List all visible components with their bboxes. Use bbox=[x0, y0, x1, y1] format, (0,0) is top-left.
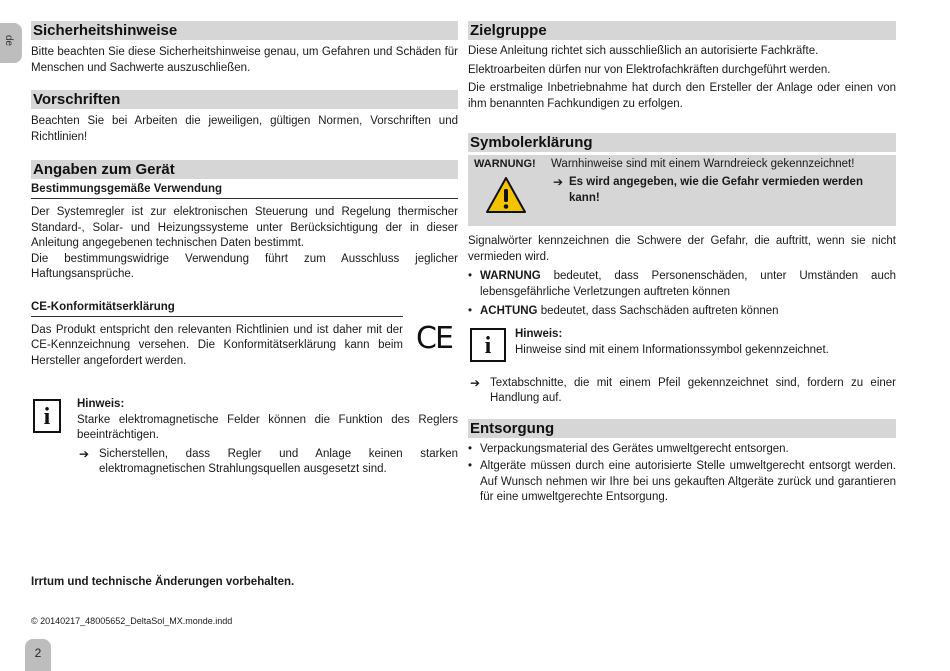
bullet-text: bedeutet, dass Sachschäden auftreten können bbox=[537, 305, 779, 317]
keyword: ACHTUNG bbox=[480, 305, 538, 317]
regulations-heading: Vorschriften bbox=[31, 90, 458, 109]
target-group-heading: Zielgruppe bbox=[468, 21, 896, 40]
intended-use-heading: Bestimmungsgemäße Verwendung bbox=[31, 182, 458, 199]
list-item: • ACHTUNG bedeutet, dass Sachschäden auftreten können bbox=[468, 305, 779, 317]
target-group-line: Die erstmalige Inbetriebnahme hat durch den Ersteller der Anlage oder einen von ihm benannten Fachkundigen zu erfolgen. bbox=[468, 82, 896, 110]
symbol-note-text: Hinweise sind mit einem Informationssymbol gekennzeichnet. bbox=[515, 343, 829, 356]
safety-text: Bitte beachten Sie diese Sicherheitshinweise genau, um Gefahren und Schäden für Menschen und Sachwerte auszuschließen. bbox=[31, 46, 458, 74]
warning-text: Warnhinweise sind mit einem Warndreieck gekennzeichnet! bbox=[551, 158, 855, 170]
ce-heading: CE-Konformitätserklärung bbox=[31, 300, 403, 317]
warning-action: Es wird angegeben, wie die Gefahr vermieden werden kann! bbox=[569, 176, 863, 204]
language-tab-label: de bbox=[3, 34, 15, 47]
disposal-item-text: Verpackungsmaterial des Gerätes umweltgerecht entsorgen. bbox=[480, 442, 789, 455]
signal-word-list bbox=[468, 269, 896, 320]
arrow-icon: ➔ bbox=[79, 446, 90, 461]
disposal-heading: Entsorgung bbox=[468, 419, 896, 438]
list-item: • Altgeräte müssen durch eine autorisierte Stelle umweltgerecht entsorgt werden. Auf Wunsch nehmen wir Ihre bei uns gekauften Altgeräte zurück und garantieren für eine umweltgerechte Entsorgung. bbox=[468, 460, 896, 503]
note-block bbox=[31, 397, 458, 477]
safety-heading: Sicherheitshinweise bbox=[31, 21, 458, 40]
disposal-item-text: Altgeräte müssen durch eine autorisierte Stelle umweltgerecht entsorgt werden. Auf Wunsch nehmen wir Ihre bei uns gekauften Altgeräte zurück und garantieren für eine umweltgerechte Entsorgung. bbox=[480, 460, 896, 503]
note-arrow-text: Sicherstellen, dass Regler und Anlage keinen starken elektromagnetischen Strahlungsquellen ausgesetzt sind. bbox=[99, 447, 458, 475]
footer-filename: © 20140217_48005652_DeltaSol_MX.monde.indd bbox=[31, 616, 233, 626]
right-column bbox=[468, 21, 896, 506]
warning-panel bbox=[468, 155, 896, 226]
symbols-heading: Symbolerklärung bbox=[468, 133, 896, 152]
arrow-icon: ➔ bbox=[553, 175, 564, 189]
info-icon: i bbox=[33, 399, 61, 433]
warning-label: WARNUNG! bbox=[474, 158, 536, 170]
symbol-note-title: Hinweis: bbox=[515, 327, 563, 340]
target-group-line: Elektroarbeiten dürfen nur von Elektrofachkräften durchgeführt werden. bbox=[468, 63, 831, 76]
ce-block bbox=[31, 320, 458, 370]
intended-use-text-2: Die bestimmungswidrige Verwendung führt zum Ausschluss jeglicher Haftungsansprüche. bbox=[31, 252, 458, 280]
page-number: 2 bbox=[25, 639, 51, 671]
left-column bbox=[31, 21, 458, 477]
target-group-line: Diese Anleitung richtet sich ausschließlich an autorisierte Fachkräfte. bbox=[468, 45, 819, 57]
regulations-text: Beachten Sie bei Arbeiten die jeweiligen, gültigen Normen, Vorschriften und Richtlinien! bbox=[31, 115, 458, 143]
keyword: WARNUNG bbox=[480, 270, 541, 282]
arrow-icon: ➔ bbox=[470, 375, 481, 390]
symbol-note-block bbox=[468, 326, 896, 372]
bullet-text: bedeutet, dass Personenschäden, unter Umständen auch lebensgefährliche Verletzungen auftreten können bbox=[480, 270, 896, 298]
list-item: • Verpackungsmaterial des Gerätes umweltgerecht entsorgen. bbox=[468, 442, 789, 455]
disclaimer: Irrtum und technische Änderungen vorbehalten. bbox=[31, 576, 295, 588]
disposal-list bbox=[468, 442, 896, 506]
warning-triangle-icon bbox=[485, 176, 527, 214]
language-tab bbox=[0, 23, 22, 63]
signal-words-text: Signalwörter kennzeichnen die Schwere der Gefahr, die auftritt, wenn sie nicht vermieden wird. bbox=[468, 235, 896, 263]
note-title: Hinweis: bbox=[77, 398, 125, 410]
list-item: • WARNUNG bedeutet, dass Personenschäden, unter Umständen auch lebensgefährliche Verletzungen auftreten können bbox=[468, 270, 896, 298]
device-heading: Angaben zum Gerät bbox=[31, 160, 458, 179]
note-text: Starke elektromagnetische Felder können die Funktion des Reglers beeinträchtigen. bbox=[77, 413, 458, 441]
arrow-explanation-text: Textabschnitte, die mit einem Pfeil gekennzeichnet sind, fordern zu einer Handlung auf. bbox=[490, 376, 896, 404]
info-icon: i bbox=[470, 328, 506, 362]
ce-mark-icon: CE bbox=[416, 320, 452, 356]
intended-use-text: Der Systemregler ist zur elektronischen Steuerung und Regelung thermischer Standard-, Solar- und Heizungssysteme unter Berücksichtigung der in dieser Anleitung angegebenen technischen Daten bestimmt. bbox=[31, 206, 458, 249]
arrow-explanation bbox=[468, 376, 896, 407]
ce-text: Das Produkt entspricht den relevanten Richtlinien und ist daher mit der CE-Kennzeichnung versehen. Die Konformitätserklärung kann beim Hersteller angefordert werden. bbox=[31, 323, 403, 367]
